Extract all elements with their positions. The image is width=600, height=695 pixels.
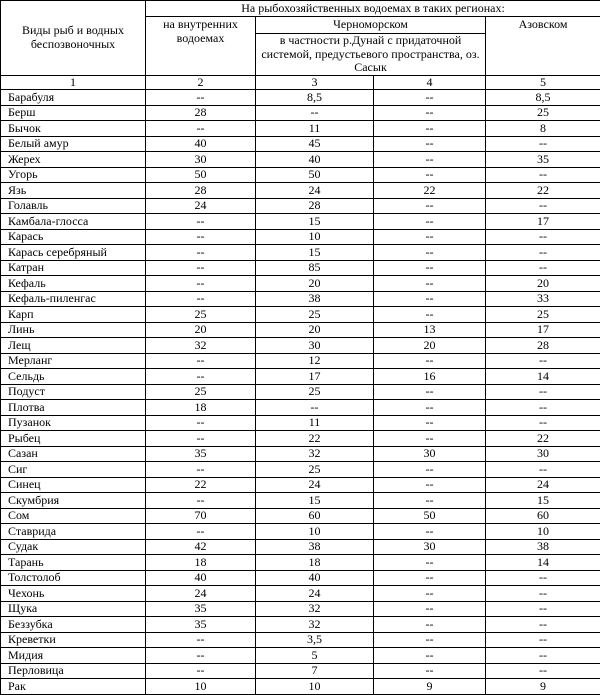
- value-inland: 28: [146, 183, 256, 199]
- table-row: [1, 508, 600, 524]
- fish-name: Барабуля: [1, 90, 146, 106]
- value-azov: 20: [486, 276, 600, 292]
- fish-name: Бычок: [1, 121, 146, 137]
- fish-name: Судак: [1, 539, 146, 555]
- value-azov: --: [486, 663, 600, 679]
- value-azov: --: [486, 462, 600, 478]
- value-inland: 25: [146, 384, 256, 400]
- table-row: [1, 198, 600, 214]
- column-number-4: 4: [374, 75, 486, 90]
- value-azov: --: [486, 570, 600, 586]
- table-row: [1, 431, 600, 447]
- table-row: [1, 353, 600, 369]
- value-azov: 9: [486, 679, 600, 695]
- fish-name: Белый амур: [1, 136, 146, 152]
- value-inland: --: [146, 415, 256, 431]
- value-black-sea-4: --: [374, 477, 486, 493]
- value-black-sea-3: 20: [256, 276, 374, 292]
- value-azov: 35: [486, 152, 600, 168]
- fish-name: Катран: [1, 260, 146, 276]
- table-row: [1, 183, 600, 199]
- value-black-sea-4: 20: [374, 338, 486, 354]
- value-inland: --: [146, 648, 256, 664]
- value-black-sea-3: 38: [256, 291, 374, 307]
- value-azov: 14: [486, 555, 600, 571]
- table-row: [1, 648, 600, 664]
- fish-name: Линь: [1, 322, 146, 338]
- value-black-sea-3: 10: [256, 229, 374, 245]
- fish-name: Карась серебряный: [1, 245, 146, 261]
- value-black-sea-4: 30: [374, 446, 486, 462]
- value-inland: --: [146, 369, 256, 385]
- value-black-sea-3: 20: [256, 322, 374, 338]
- value-inland: 50: [146, 167, 256, 183]
- fish-name: Тарань: [1, 555, 146, 571]
- value-azov: --: [486, 260, 600, 276]
- fish-name: Сиг: [1, 462, 146, 478]
- value-inland: 24: [146, 586, 256, 602]
- table-row: [1, 663, 600, 679]
- inland-waters-header: на внутренних водоемах: [146, 17, 256, 76]
- fish-name: Голавль: [1, 198, 146, 214]
- fish-name: Креветки: [1, 632, 146, 648]
- value-inland: 28: [146, 105, 256, 121]
- value-inland: --: [146, 524, 256, 540]
- table-row: [1, 167, 600, 183]
- fish-name: Жерех: [1, 152, 146, 168]
- value-black-sea-4: --: [374, 214, 486, 230]
- value-black-sea-4: --: [374, 555, 486, 571]
- value-azov: --: [486, 400, 600, 416]
- value-inland: 35: [146, 446, 256, 462]
- value-black-sea-4: --: [374, 648, 486, 664]
- table-row: [1, 369, 600, 385]
- value-inland: 25: [146, 307, 256, 323]
- value-black-sea-3: 30: [256, 338, 374, 354]
- fish-name: Чехонь: [1, 586, 146, 602]
- value-inland: 35: [146, 617, 256, 633]
- fish-name: Мерланг: [1, 353, 146, 369]
- value-black-sea-4: --: [374, 524, 486, 540]
- value-azov: 28: [486, 338, 600, 354]
- fish-name: Лещ: [1, 338, 146, 354]
- value-azov: 25: [486, 105, 600, 121]
- value-azov: 14: [486, 369, 600, 385]
- value-azov: 17: [486, 214, 600, 230]
- table-row: [1, 121, 600, 137]
- value-black-sea-3: 40: [256, 570, 374, 586]
- value-black-sea-3: 15: [256, 493, 374, 509]
- value-azov: --: [486, 353, 600, 369]
- value-black-sea-4: --: [374, 291, 486, 307]
- value-inland: 10: [146, 679, 256, 695]
- value-inland: --: [146, 353, 256, 369]
- value-black-sea-3: 15: [256, 214, 374, 230]
- table-row: [1, 601, 600, 617]
- value-azov: 10: [486, 524, 600, 540]
- table-row: [1, 338, 600, 354]
- fish-name: Пузанок: [1, 415, 146, 431]
- value-azov: 60: [486, 508, 600, 524]
- value-black-sea-4: --: [374, 276, 486, 292]
- value-black-sea-3: 60: [256, 508, 374, 524]
- value-azov: --: [486, 415, 600, 431]
- value-black-sea-3: 32: [256, 617, 374, 633]
- value-black-sea-4: --: [374, 384, 486, 400]
- regions-group-header: На рыбохозяйственных водоемах в таких регионах:: [146, 1, 600, 17]
- table-row: [1, 245, 600, 261]
- value-inland: 24: [146, 198, 256, 214]
- table-row: [1, 555, 600, 571]
- value-black-sea-3: 12: [256, 353, 374, 369]
- value-black-sea-4: 9: [374, 679, 486, 695]
- value-inland: --: [146, 462, 256, 478]
- table-row: [1, 524, 600, 540]
- value-black-sea-3: 25: [256, 384, 374, 400]
- value-black-sea-3: 8,5: [256, 90, 374, 106]
- fish-name: Синец: [1, 477, 146, 493]
- fish-name: Перловица: [1, 663, 146, 679]
- fish-name: Сом: [1, 508, 146, 524]
- value-black-sea-3: 50: [256, 167, 374, 183]
- value-azov: --: [486, 245, 600, 261]
- value-inland: 40: [146, 570, 256, 586]
- value-black-sea-3: --: [256, 400, 374, 416]
- value-black-sea-3: 45: [256, 136, 374, 152]
- table-row: [1, 229, 600, 245]
- table-row: [1, 307, 600, 323]
- column-number-5: 5: [486, 75, 600, 90]
- value-inland: 20: [146, 322, 256, 338]
- table-row: [1, 384, 600, 400]
- value-inland: --: [146, 90, 256, 106]
- table-row: [1, 632, 600, 648]
- table-row: [1, 477, 600, 493]
- value-azov: --: [486, 617, 600, 633]
- value-inland: 30: [146, 152, 256, 168]
- value-azov: --: [486, 136, 600, 152]
- table-row: [1, 570, 600, 586]
- value-black-sea-4: --: [374, 663, 486, 679]
- value-black-sea-3: 24: [256, 183, 374, 199]
- value-azov: --: [486, 648, 600, 664]
- fish-name: Язь: [1, 183, 146, 199]
- table-row: [1, 446, 600, 462]
- value-inland: --: [146, 632, 256, 648]
- value-azov: 30: [486, 446, 600, 462]
- fish-name: Берш: [1, 105, 146, 121]
- table-row: [1, 136, 600, 152]
- value-black-sea-3: 32: [256, 601, 374, 617]
- fish-name: Карп: [1, 307, 146, 323]
- value-inland: --: [146, 291, 256, 307]
- azov-sea-header: Азовском: [486, 17, 600, 76]
- value-inland: 40: [146, 136, 256, 152]
- value-azov: 15: [486, 493, 600, 509]
- fish-name: Скумбрия: [1, 493, 146, 509]
- table-row: [1, 586, 600, 602]
- value-black-sea-4: 16: [374, 369, 486, 385]
- fish-name: Камбала-глосса: [1, 214, 146, 230]
- value-black-sea-3: 25: [256, 307, 374, 323]
- value-inland: 18: [146, 400, 256, 416]
- fish-name: Угорь: [1, 167, 146, 183]
- column-number-1: 1: [1, 75, 146, 90]
- value-black-sea-3: 28: [256, 198, 374, 214]
- value-black-sea-4: --: [374, 260, 486, 276]
- fish-name: Мидия: [1, 648, 146, 664]
- value-black-sea-3: 24: [256, 477, 374, 493]
- value-black-sea-4: --: [374, 431, 486, 447]
- fish-name: Сельдь: [1, 369, 146, 385]
- fish-name: Кефаль-пиленгас: [1, 291, 146, 307]
- table-row: [1, 462, 600, 478]
- value-black-sea-3: 40: [256, 152, 374, 168]
- value-azov: 33: [486, 291, 600, 307]
- value-inland: --: [146, 245, 256, 261]
- value-azov: 8: [486, 121, 600, 137]
- value-black-sea-4: --: [374, 617, 486, 633]
- value-black-sea-4: 13: [374, 322, 486, 338]
- value-black-sea-3: 3,5: [256, 632, 374, 648]
- value-inland: 70: [146, 508, 256, 524]
- fish-name: Беззубка: [1, 617, 146, 633]
- value-black-sea-3: 11: [256, 415, 374, 431]
- value-black-sea-3: 5: [256, 648, 374, 664]
- fish-name: Сазан: [1, 446, 146, 462]
- value-inland: 42: [146, 539, 256, 555]
- value-black-sea-3: 24: [256, 586, 374, 602]
- value-black-sea-4: --: [374, 462, 486, 478]
- value-black-sea-3: 25: [256, 462, 374, 478]
- value-black-sea-4: --: [374, 152, 486, 168]
- value-black-sea-4: --: [374, 167, 486, 183]
- value-inland: --: [146, 121, 256, 137]
- value-black-sea-4: --: [374, 586, 486, 602]
- value-azov: 8,5: [486, 90, 600, 106]
- black-sea-header: Черноморском: [256, 17, 486, 34]
- value-inland: --: [146, 276, 256, 292]
- value-black-sea-4: --: [374, 400, 486, 416]
- value-azov: --: [486, 198, 600, 214]
- fish-name: Ставрида: [1, 524, 146, 540]
- table-row: [1, 152, 600, 168]
- value-inland: 32: [146, 338, 256, 354]
- value-inland: 18: [146, 555, 256, 571]
- value-inland: --: [146, 214, 256, 230]
- value-black-sea-4: --: [374, 198, 486, 214]
- value-inland: --: [146, 493, 256, 509]
- table-row: [1, 493, 600, 509]
- value-azov: 38: [486, 539, 600, 555]
- table-row: [1, 322, 600, 338]
- value-black-sea-4: --: [374, 632, 486, 648]
- table-row: [1, 276, 600, 292]
- value-black-sea-3: 17: [256, 369, 374, 385]
- value-black-sea-4: --: [374, 245, 486, 261]
- value-black-sea-4: 30: [374, 539, 486, 555]
- value-black-sea-3: 11: [256, 121, 374, 137]
- table-row: [1, 539, 600, 555]
- value-black-sea-4: --: [374, 307, 486, 323]
- species-column-header: Виды рыб и водных беспозвоночных: [1, 1, 146, 76]
- value-black-sea-3: 18: [256, 555, 374, 571]
- value-black-sea-4: --: [374, 493, 486, 509]
- value-black-sea-4: --: [374, 353, 486, 369]
- column-number-2: 2: [146, 75, 256, 90]
- value-black-sea-3: 22: [256, 431, 374, 447]
- table-row: [1, 617, 600, 633]
- fish-name: Плотва: [1, 400, 146, 416]
- fish-name: Рак: [1, 679, 146, 695]
- value-azov: --: [486, 167, 600, 183]
- value-inland: 35: [146, 601, 256, 617]
- value-black-sea-3: 15: [256, 245, 374, 261]
- value-black-sea-4: --: [374, 90, 486, 106]
- value-black-sea-3: 7: [256, 663, 374, 679]
- table-row: [1, 679, 600, 695]
- value-black-sea-4: --: [374, 570, 486, 586]
- value-azov: --: [486, 632, 600, 648]
- column-number-3: 3: [256, 75, 374, 90]
- header-row-numbers: [1, 75, 600, 90]
- value-azov: --: [486, 384, 600, 400]
- table-row: [1, 214, 600, 230]
- value-black-sea-4: --: [374, 415, 486, 431]
- value-black-sea-3: 85: [256, 260, 374, 276]
- value-black-sea-4: 50: [374, 508, 486, 524]
- table-body: [1, 90, 600, 695]
- black-sea-note: в частности р.Дунай с придаточной системой, предустьевого пространства, оз. Сасык: [256, 34, 486, 76]
- value-azov: --: [486, 586, 600, 602]
- value-azov: 22: [486, 431, 600, 447]
- value-black-sea-3: 10: [256, 679, 374, 695]
- value-black-sea-3: 32: [256, 446, 374, 462]
- value-black-sea-3: --: [256, 105, 374, 121]
- fish-name: Рыбец: [1, 431, 146, 447]
- table-row: [1, 90, 600, 106]
- value-inland: --: [146, 260, 256, 276]
- value-inland: --: [146, 663, 256, 679]
- table-row: [1, 291, 600, 307]
- fish-name: Толстолоб: [1, 570, 146, 586]
- fish-name: Кефаль: [1, 276, 146, 292]
- table-header: [1, 1, 600, 90]
- value-black-sea-4: --: [374, 121, 486, 137]
- value-azov: 25: [486, 307, 600, 323]
- value-azov: 24: [486, 477, 600, 493]
- value-azov: --: [486, 229, 600, 245]
- value-black-sea-3: 38: [256, 539, 374, 555]
- value-black-sea-3: 10: [256, 524, 374, 540]
- table-row: [1, 260, 600, 276]
- value-black-sea-4: 22: [374, 183, 486, 199]
- table-row: [1, 105, 600, 121]
- value-azov: 17: [486, 322, 600, 338]
- table-row: [1, 415, 600, 431]
- value-black-sea-4: --: [374, 229, 486, 245]
- value-black-sea-4: --: [374, 601, 486, 617]
- header-row-regions: [1, 1, 600, 17]
- value-inland: --: [146, 431, 256, 447]
- fish-name: Щука: [1, 601, 146, 617]
- value-azov: 22: [486, 183, 600, 199]
- table-row: [1, 400, 600, 416]
- value-azov: --: [486, 601, 600, 617]
- value-inland: --: [146, 229, 256, 245]
- value-black-sea-4: --: [374, 136, 486, 152]
- value-black-sea-4: --: [374, 105, 486, 121]
- fish-name: Карась: [1, 229, 146, 245]
- fish-name: Подуст: [1, 384, 146, 400]
- value-inland: 22: [146, 477, 256, 493]
